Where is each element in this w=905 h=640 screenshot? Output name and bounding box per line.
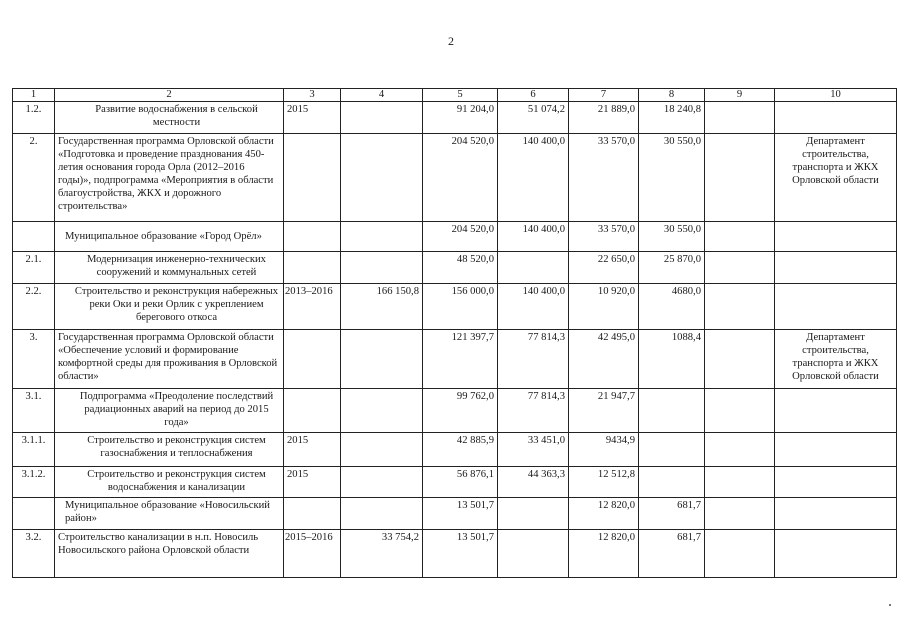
- row-col5: 91 204,0: [423, 102, 498, 134]
- row-col5: 48 520,0: [423, 252, 498, 284]
- row-name: Строительство и реконструкция набережных реки Оки и реки Орлик с укреплением берегового откоса: [55, 284, 284, 330]
- row-responsible: Департамент строительства, транспорта и ЖКХ Орловской области: [775, 330, 897, 389]
- table-row: [13, 433, 897, 467]
- page-number: 2: [448, 34, 454, 48]
- row-year: [284, 134, 341, 222]
- row-col4: [341, 222, 423, 252]
- row-name: Муниципальное образование «Новосильский район»: [55, 498, 284, 530]
- row-col6: 77 814,3: [498, 330, 569, 389]
- row-number: [13, 498, 55, 530]
- row-col8: 681,7: [639, 498, 705, 530]
- column-header: 10: [775, 89, 897, 102]
- row-year: 2013–2016: [284, 284, 341, 330]
- row-responsible: Департамент строительства, транспорта и ЖКХ Орловской области: [775, 134, 897, 222]
- row-col7: 33 570,0: [569, 134, 639, 222]
- row-col6: 140 400,0: [498, 284, 569, 330]
- table-row: [13, 530, 897, 578]
- row-number: 3.1.: [13, 389, 55, 433]
- row-col4: 166 150,8: [341, 284, 423, 330]
- row-col5: 13 501,7: [423, 498, 498, 530]
- row-col7: 21 889,0: [569, 102, 639, 134]
- row-col7: 42 495,0: [569, 330, 639, 389]
- row-col5: 156 000,0: [423, 284, 498, 330]
- row-year: [284, 222, 341, 252]
- row-col5: 121 397,7: [423, 330, 498, 389]
- row-col7: 12 820,0: [569, 498, 639, 530]
- column-header: 8: [639, 89, 705, 102]
- row-col8: 30 550,0: [639, 222, 705, 252]
- row-number: 3.2.: [13, 530, 55, 578]
- column-header: 4: [341, 89, 423, 102]
- column-header: 3: [284, 89, 341, 102]
- table-row: [13, 134, 897, 222]
- row-year: 2015–2016: [284, 530, 341, 578]
- row-col6: 140 400,0: [498, 222, 569, 252]
- row-col4: [341, 252, 423, 284]
- row-col7: 22 650,0: [569, 252, 639, 284]
- column-header: 6: [498, 89, 569, 102]
- row-col8: [639, 467, 705, 498]
- row-responsible: [775, 530, 897, 578]
- row-name: Строительство канализации в н.п. Новосиль Новосильского района Орловской области: [55, 530, 284, 578]
- row-col7: 12 512,8: [569, 467, 639, 498]
- row-name: Строительство и реконструкция систем газоснабжения и теплоснабжения: [55, 433, 284, 467]
- row-col5: 56 876,1: [423, 467, 498, 498]
- row-col8: [639, 433, 705, 467]
- row-col8: 4680,0: [639, 284, 705, 330]
- row-col9: [705, 222, 775, 252]
- budget-table: [12, 88, 897, 578]
- column-header: 5: [423, 89, 498, 102]
- row-responsible: [775, 252, 897, 284]
- row-col4: [341, 498, 423, 530]
- row-year: [284, 252, 341, 284]
- row-col6: 140 400,0: [498, 134, 569, 222]
- row-number: 3.1.1.: [13, 433, 55, 467]
- row-year: 2015: [284, 433, 341, 467]
- row-responsible: [775, 284, 897, 330]
- row-col9: [705, 467, 775, 498]
- row-col6: [498, 530, 569, 578]
- row-col9: [705, 102, 775, 134]
- table-row: [13, 284, 897, 330]
- row-name: Подпрограмма «Преодоление последствий радиационных аварий на период до 2015 года»: [55, 389, 284, 433]
- row-responsible: [775, 102, 897, 134]
- row-col4: [341, 389, 423, 433]
- row-col8: 1088,4: [639, 330, 705, 389]
- row-col8: 681,7: [639, 530, 705, 578]
- row-responsible: [775, 467, 897, 498]
- row-col9: [705, 389, 775, 433]
- row-col5: 13 501,7: [423, 530, 498, 578]
- row-col8: 18 240,8: [639, 102, 705, 134]
- row-col9: [705, 134, 775, 222]
- row-number: [13, 222, 55, 252]
- row-col4: 33 754,2: [341, 530, 423, 578]
- table-row: [13, 389, 897, 433]
- row-responsible: [775, 389, 897, 433]
- row-name: Муниципальное образование «Город Орёл»: [55, 222, 284, 252]
- row-year: 2015: [284, 467, 341, 498]
- row-col4: [341, 102, 423, 134]
- row-col7: 12 820,0: [569, 530, 639, 578]
- row-year: [284, 389, 341, 433]
- row-number: 3.: [13, 330, 55, 389]
- row-col5: 99 762,0: [423, 389, 498, 433]
- table-row: [13, 330, 897, 389]
- row-col6: 77 814,3: [498, 389, 569, 433]
- row-name: Модернизация инженерно-технических сооружений и коммунальных сетей: [55, 252, 284, 284]
- row-name: Государственная программа Орловской области «Подготовка и проведение празднования 450-летия основания города Орла (2012–2016 годы)», подпрограмма «Мероприятия в области благоустройства, ЖКХ и дорожного строительства»: [55, 134, 284, 222]
- scan-speck: [889, 604, 891, 606]
- row-col8: 30 550,0: [639, 134, 705, 222]
- row-col9: [705, 530, 775, 578]
- column-header: 1: [13, 89, 55, 102]
- row-col4: [341, 134, 423, 222]
- row-responsible: [775, 222, 897, 252]
- row-col9: [705, 284, 775, 330]
- row-col9: [705, 433, 775, 467]
- row-col7: 33 570,0: [569, 222, 639, 252]
- row-col9: [705, 330, 775, 389]
- row-col6: [498, 252, 569, 284]
- column-header: 9: [705, 89, 775, 102]
- column-header: 7: [569, 89, 639, 102]
- table-row: [13, 252, 897, 284]
- row-col6: 51 074,2: [498, 102, 569, 134]
- row-col7: 21 947,7: [569, 389, 639, 433]
- row-col8: [639, 389, 705, 433]
- row-col7: 9434,9: [569, 433, 639, 467]
- row-col6: [498, 498, 569, 530]
- column-header: 2: [55, 89, 284, 102]
- row-col4: [341, 330, 423, 389]
- row-col9: [705, 498, 775, 530]
- row-col5: 204 520,0: [423, 134, 498, 222]
- row-col7: 10 920,0: [569, 284, 639, 330]
- row-year: [284, 498, 341, 530]
- row-number: 1.2.: [13, 102, 55, 134]
- row-year: [284, 330, 341, 389]
- table-header-row: [13, 89, 897, 102]
- row-number: 2.: [13, 134, 55, 222]
- row-name: Строительство и реконструкция систем водоснабжения и канализации: [55, 467, 284, 498]
- row-col4: [341, 467, 423, 498]
- row-col5: 204 520,0: [423, 222, 498, 252]
- row-col5: 42 885,9: [423, 433, 498, 467]
- row-col4: [341, 433, 423, 467]
- row-col8: 25 870,0: [639, 252, 705, 284]
- row-number: 2.1.: [13, 252, 55, 284]
- row-name: Государственная программа Орловской области «Обеспечение условий и формирование комфортной среды для проживания в Орловской области»: [55, 330, 284, 389]
- row-number: 2.2.: [13, 284, 55, 330]
- table-row: [13, 102, 897, 134]
- table-row: [13, 222, 897, 252]
- row-number: 3.1.2.: [13, 467, 55, 498]
- row-responsible: [775, 433, 897, 467]
- table-row: [13, 498, 897, 530]
- row-col6: 33 451,0: [498, 433, 569, 467]
- row-col6: 44 363,3: [498, 467, 569, 498]
- row-responsible: [775, 498, 897, 530]
- row-col9: [705, 252, 775, 284]
- row-name: Развитие водоснабжения в сельской местности: [55, 102, 284, 134]
- table-row: [13, 467, 897, 498]
- row-year: 2015: [284, 102, 341, 134]
